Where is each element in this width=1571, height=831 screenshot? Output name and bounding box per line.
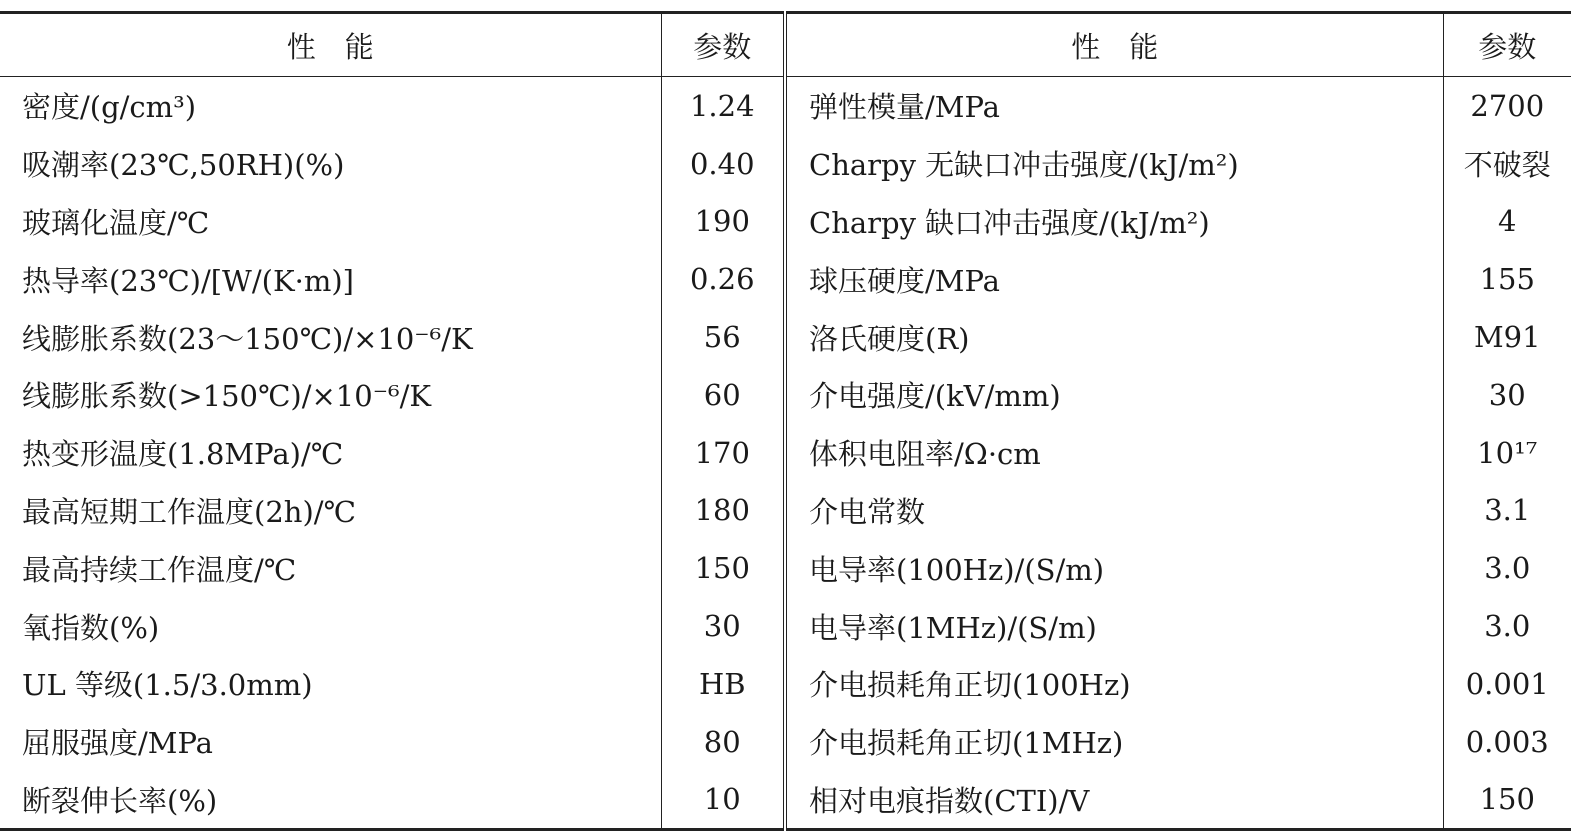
right-property-cell: 介电常数 xyxy=(785,482,1443,540)
table-row xyxy=(0,424,1571,482)
right-property-cell: 体积电阻率/Ω·cm xyxy=(785,424,1443,482)
left-value-cell: 80 xyxy=(661,713,785,771)
left-value-cell: 10 xyxy=(661,771,785,830)
table-row xyxy=(0,597,1571,655)
right-value-cell: 0.001 xyxy=(1465,666,1549,701)
table-row xyxy=(0,77,1571,135)
left-property-cell: 热变形温度(1.8MPa)/℃ xyxy=(0,424,661,482)
left-value-cell: 56 xyxy=(661,308,785,366)
right-value-cell: 3.0 xyxy=(1484,609,1531,644)
table-row xyxy=(0,655,1571,713)
left-property-cell: 线膨胀系数(>150℃)/×10⁻⁶/K xyxy=(0,366,661,424)
right-value-cell: 不破裂 xyxy=(1463,148,1551,183)
right-property-cell: 相对电痕指数(CTI)/V xyxy=(785,771,1443,830)
header-left-property: 性 能 xyxy=(0,13,661,77)
right-value-cell: 155 xyxy=(1479,262,1535,297)
table-header xyxy=(0,13,1571,77)
right-property-cell: 介电损耗角正切(100Hz) xyxy=(785,655,1443,713)
table-row xyxy=(0,193,1571,251)
left-property-cell: UL 等级(1.5/3.0mm) xyxy=(0,655,661,713)
left-value-cell: 170 xyxy=(661,424,785,482)
left-property-cell: 吸潮率(23℃,50RH)(%) xyxy=(0,135,661,193)
left-value-cell: 190 xyxy=(661,193,785,251)
left-value-cell: 60 xyxy=(661,366,785,424)
right-value-cell: 4 xyxy=(1498,204,1517,239)
right-property-cell: 介电强度/(kV/mm) xyxy=(785,366,1443,424)
left-value-cell: 180 xyxy=(661,482,785,540)
right-value-cell: 2700 xyxy=(1470,88,1545,123)
right-property-cell: 介电损耗角正切(1MHz) xyxy=(785,713,1443,771)
left-value-cell: 0.26 xyxy=(661,250,785,308)
right-value-cell: 150 xyxy=(1479,782,1535,817)
header-row xyxy=(0,13,1571,77)
right-value-cell: 3.0 xyxy=(1484,551,1531,586)
table-row xyxy=(0,539,1571,597)
table-row xyxy=(0,366,1571,424)
table-body xyxy=(0,77,1571,830)
right-property-cell: 电导率(100Hz)/(S/m) xyxy=(785,539,1443,597)
right-value-cell: 0.003 xyxy=(1465,724,1549,759)
table-row xyxy=(0,135,1571,193)
right-value-cell: 10¹⁷ xyxy=(1477,435,1538,470)
properties-table xyxy=(0,11,1571,831)
right-value-cell: M91 xyxy=(1473,320,1541,355)
left-value-cell: 30 xyxy=(661,597,785,655)
left-property-cell: 最高持续工作温度/℃ xyxy=(0,539,661,597)
left-property-cell: 断裂伸长率(%) xyxy=(0,771,661,830)
right-property-cell: 球压硬度/MPa xyxy=(785,250,1443,308)
right-property-cell: 弹性模量/MPa xyxy=(785,77,1443,135)
left-property-cell: 最高短期工作温度(2h)/℃ xyxy=(0,482,661,540)
left-property-cell: 密度/(g/cm³) xyxy=(0,77,661,135)
left-property-cell: 玻璃化温度/℃ xyxy=(0,193,661,251)
right-property-cell: 电导率(1MHz)/(S/m) xyxy=(785,597,1443,655)
left-property-cell: 线膨胀系数(23～150℃)/×10⁻⁶/K xyxy=(0,308,661,366)
left-property-cell: 屈服强度/MPa xyxy=(0,713,661,771)
left-property-cell: 氧指数(%) xyxy=(0,597,661,655)
table-row xyxy=(0,308,1571,366)
left-value-cell: 1.24 xyxy=(661,77,785,135)
left-value-cell: 0.40 xyxy=(661,135,785,193)
table-row xyxy=(0,713,1571,771)
left-value-cell: HB xyxy=(661,655,785,713)
header-left-value: 参数 xyxy=(661,13,785,77)
right-value-cell: 3.1 xyxy=(1484,493,1531,528)
right-property-cell: Charpy 缺口冲击强度/(kJ/m²) xyxy=(785,193,1443,251)
table-row xyxy=(0,250,1571,308)
header-right-value: 参数 xyxy=(1443,13,1571,77)
left-value-cell: 150 xyxy=(661,539,785,597)
header-right-property: 性 能 xyxy=(785,13,1443,77)
right-property-cell: Charpy 无缺口冲击强度/(kJ/m²) xyxy=(785,135,1443,193)
table-row xyxy=(0,482,1571,540)
right-value-cell: 30 xyxy=(1488,377,1526,412)
table-row xyxy=(0,771,1571,830)
right-property-cell: 洛氏硬度(R) xyxy=(785,308,1443,366)
left-property-cell: 热导率(23℃)/[W/(K·m)] xyxy=(0,250,661,308)
